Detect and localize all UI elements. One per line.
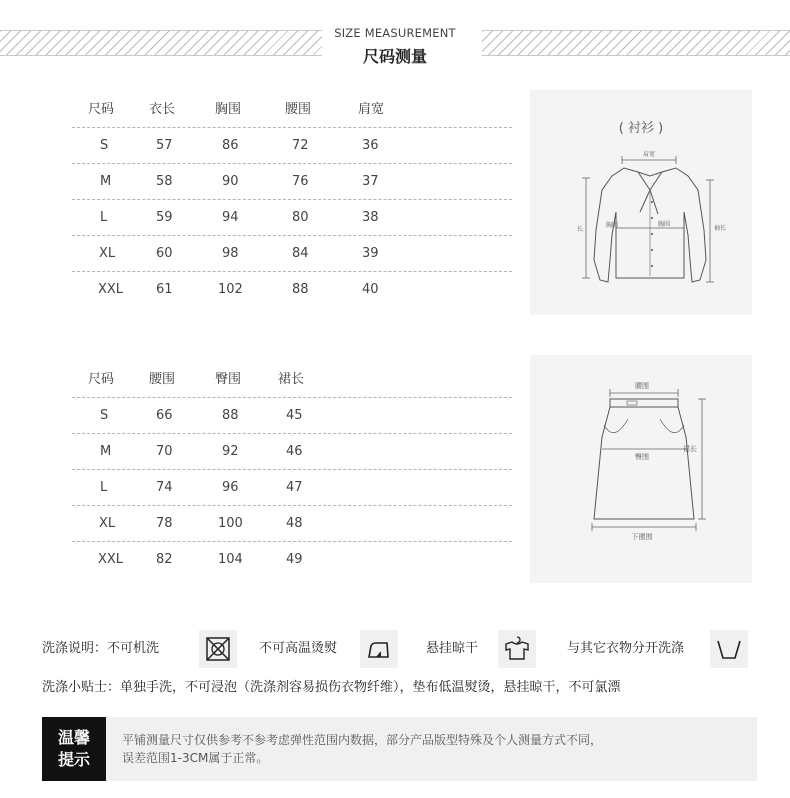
- top-cell-chest: 102: [218, 282, 243, 297]
- skirt-label-length: 裙长: [683, 445, 697, 453]
- bottom-table-header-row: [72, 362, 512, 398]
- bottom-cell-length: 48: [286, 516, 303, 531]
- top-cell-waist: 76: [292, 174, 309, 189]
- shirt-diagram: [530, 90, 752, 315]
- bottom-cell-hip: 100: [218, 516, 243, 531]
- top-cell-waist: 88: [292, 282, 309, 297]
- bottom-cell-hip: 88: [222, 408, 239, 423]
- skirt-diagram: [530, 355, 752, 583]
- bottom-header-size: 尺码: [88, 372, 115, 387]
- top-cell-length: 60: [156, 246, 173, 261]
- shirt-label-length: 长: [576, 226, 584, 233]
- top-cell-length: 61: [156, 282, 173, 297]
- warm-tip-badge-line1: 温馨: [57, 728, 90, 747]
- table-row: [72, 506, 512, 542]
- shirt-label-cuff: 胸围: [605, 222, 619, 229]
- bottom-cell-waist: 70: [156, 444, 173, 459]
- warm-tip-badge: [42, 717, 106, 781]
- bottom-header-waist: 腰围: [149, 372, 176, 387]
- bottom-cell-size: XXL: [98, 552, 124, 567]
- washing-tips: 洗涤小贴士：单独手洗，不可浸泡（洗涤剂容易损伤衣物纤维），垫布低温熨烫，悬挂晾干，不可氯漂: [42, 680, 621, 695]
- top-cell-length: 57: [156, 138, 173, 153]
- top-header-shoulder: 肩宽: [358, 102, 385, 117]
- table-row: [72, 272, 512, 308]
- care-label-hang: 悬挂晾干: [426, 641, 479, 656]
- bottom-cell-size: S: [100, 408, 109, 423]
- bottom-cell-size: XL: [99, 516, 116, 531]
- top-cell-waist: 84: [292, 246, 309, 261]
- table-row: [72, 236, 512, 272]
- header-title-zh: 尺码测量: [362, 47, 427, 66]
- bottom-cell-length: 47: [286, 480, 303, 495]
- top-cell-chest: 98: [222, 246, 239, 261]
- bottom-header-hip: 臀围: [215, 372, 242, 387]
- table-row: [72, 470, 512, 506]
- bottom-cell-waist: 82: [156, 552, 173, 567]
- top-header-size: 尺码: [88, 102, 115, 117]
- bottom-cell-waist: 78: [156, 516, 173, 531]
- top-cell-size: M: [100, 174, 112, 189]
- top-header-length: 衣长: [149, 102, 176, 117]
- top-cell-chest: 86: [222, 138, 239, 153]
- top-cell-shoulder: 40: [362, 282, 379, 297]
- top-cell-shoulder: 38: [362, 210, 379, 225]
- shirt-label-chest: 胸围: [657, 221, 671, 228]
- bottom-cell-length: 46: [286, 444, 303, 459]
- shirt-illustration: [530, 90, 752, 315]
- warm-tip-text: [122, 731, 742, 767]
- bottom-cell-size: M: [100, 444, 112, 459]
- bottom-cell-hip: 104: [218, 552, 243, 567]
- bottom-cell-waist: 66: [156, 408, 173, 423]
- low-temp-iron-icon: [360, 630, 398, 668]
- top-table-header-row: [72, 92, 512, 128]
- warm-tip-box: [42, 717, 757, 781]
- top-cell-length: 59: [156, 210, 173, 225]
- top-cell-size: L: [100, 210, 108, 225]
- bottom-cell-length: 49: [286, 552, 303, 567]
- warm-tip-line2: 误差范围1-3CM属于正常。: [122, 751, 269, 765]
- top-cell-shoulder: 36: [362, 138, 379, 153]
- top-cell-length: 58: [156, 174, 173, 189]
- table-row: [72, 542, 512, 578]
- bottom-cell-hip: 92: [222, 444, 239, 459]
- table-row: [72, 398, 512, 434]
- warm-tip-badge-line2: 提示: [57, 750, 90, 769]
- top-cell-waist: 72: [292, 138, 309, 153]
- top-cell-chest: 90: [222, 174, 239, 189]
- top-cell-shoulder: 39: [362, 246, 379, 261]
- table-row: [72, 200, 512, 236]
- bottom-cell-length: 45: [286, 408, 303, 423]
- top-cell-shoulder: 37: [362, 174, 379, 189]
- table-row: [72, 164, 512, 200]
- care-label-separate: 与其它衣物分开洗涤: [567, 641, 685, 656]
- skirt-illustration: [530, 355, 752, 583]
- table-row: [72, 434, 512, 470]
- header-title-en: SIZE MEASUREMENT: [334, 26, 456, 40]
- top-size-table: [72, 92, 512, 312]
- no-machine-wash-icon: [199, 630, 237, 668]
- top-header-chest: 胸围: [215, 102, 242, 117]
- bottom-size-table: [72, 362, 512, 582]
- top-cell-size: S: [100, 138, 109, 153]
- bottom-cell-waist: 74: [156, 480, 173, 495]
- bottom-cell-size: L: [100, 480, 108, 495]
- top-cell-size: XL: [99, 246, 116, 261]
- wash-separately-icon: [710, 630, 748, 668]
- hang-dry-icon: [498, 630, 536, 668]
- bottom-header-length: 裙长: [278, 372, 305, 387]
- top-header-waist: 腰围: [285, 102, 312, 117]
- skirt-label-hem: 下摆围: [631, 533, 653, 541]
- skirt-label-hip: 臀围: [635, 453, 649, 461]
- care-label-wash: 洗涤说明：不可机洗: [42, 641, 160, 656]
- shirt-title: ( 衬衫 ): [618, 121, 664, 136]
- care-label-iron: 不可高温烫熨: [259, 641, 338, 656]
- top-cell-waist: 80: [292, 210, 309, 225]
- care-instructions: [0, 630, 790, 668]
- top-cell-chest: 94: [222, 210, 239, 225]
- top-cell-size: XXL: [98, 282, 124, 297]
- bottom-cell-hip: 96: [222, 480, 239, 495]
- warm-tip-line1: 平铺测量尺寸仅供参考不参考虑弹性范围内数据，部分产品版型特殊及个人测量方式不同，: [122, 733, 603, 747]
- table-row: [72, 128, 512, 164]
- shirt-label-sleeve: 袖长: [713, 225, 727, 232]
- shirt-label-shoulder: 肩宽: [642, 151, 656, 158]
- skirt-label-waist: 腰围: [635, 382, 649, 390]
